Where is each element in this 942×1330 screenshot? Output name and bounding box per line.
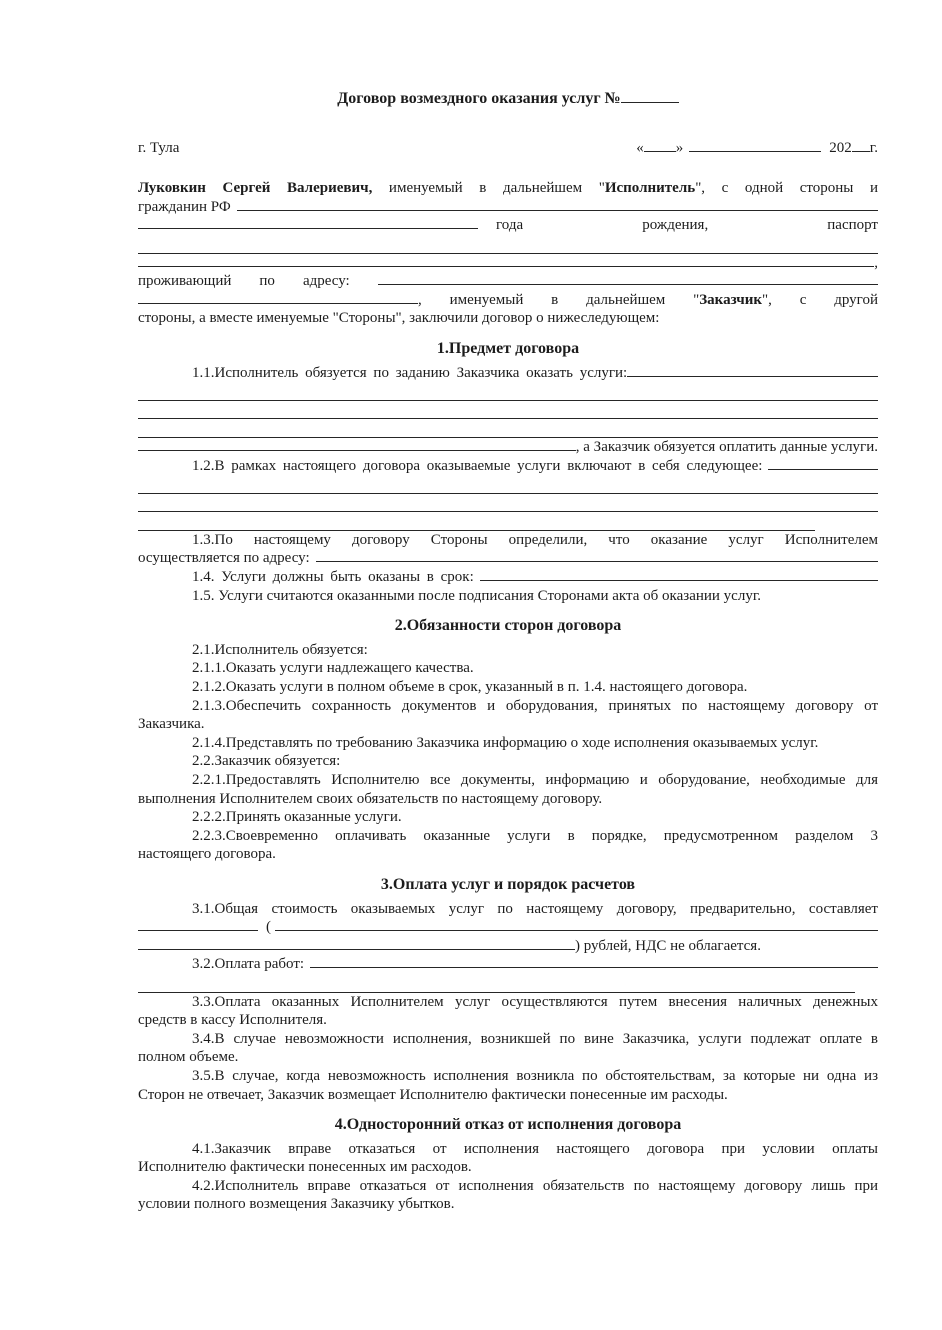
clause-3-5-line-2: Сторон не отвечает, Заказчик возмещает Исполнителю фактически понесенные им расходы. [138, 1086, 728, 1103]
clause-3-1-line-3 [138, 937, 878, 956]
clause-2-2: 2.2.Заказчик обязуется: [192, 753, 341, 770]
day-blank [644, 139, 676, 152]
clause-3-4-line-1: 3.4.В случае невозможности исполнения, возникшей по вине Заказчика, услуги подлежат оплате в [192, 1030, 878, 1047]
services-blank-line [138, 419, 878, 438]
clause-2-1-4: 2.1.4.Представлять по требованию Заказчика информацию о ходе исполнения оказываемых услуг. [192, 734, 819, 751]
clause-3-1-line-1: 3.1.Общая стоимость оказываемых услуг по настоящему договору, предварительно, составляет [192, 900, 878, 917]
city-label: г. Тула [138, 139, 180, 156]
address-blank-2 [138, 291, 418, 304]
clause-4-2-line-1: 4.2.Исполнитель вправе отказаться от исполнения обязательств по настоящему договору лишь при [192, 1177, 878, 1194]
included-services-blank [768, 457, 878, 470]
contract-title-row [138, 90, 878, 109]
parties-line: стороны, а вместе именуемые "Стороны", заключили договор о нижеследующем: [138, 310, 660, 327]
amount-words-blank [275, 918, 878, 931]
customer-line [138, 291, 878, 310]
payment-terms-blank-line [138, 974, 855, 993]
paren-open: ( [266, 919, 271, 936]
clause-3-1-tail: ) рублей, НДС не облагается. [575, 937, 761, 954]
clause-1-3-address-label: осуществляется по адресу: [138, 550, 310, 567]
clause-1-2-lead: 1.2.В рамках настоящего договора оказываемые услуги включают в себя следующее: [192, 457, 763, 474]
clause-3-2-lead: 3.2.Оплата работ: [192, 956, 305, 973]
services-blank-end [138, 438, 576, 451]
amount-digits-blank [138, 918, 258, 931]
contract-title: Договор возмездного оказания услуг № [337, 90, 621, 107]
customer-role: Заказчик [699, 291, 763, 308]
clause-1-1-tail: , а Заказчик обязуется оплатить данные услуги. [575, 438, 878, 455]
address-line [138, 272, 878, 291]
clause-1-3-line-1: 1.3.По настоящему договору Стороны определили, что оказание услуг Исполнителем [192, 531, 878, 548]
passport-blank-line [138, 235, 878, 254]
clause-3-3-line-2: средств в кассу Исполнителя. [138, 1012, 327, 1029]
clause-1-1-tail-line [138, 438, 878, 457]
executor-line [138, 179, 878, 198]
quote-open: « [636, 139, 644, 156]
clause-1-4-lead: 1.4. Услуги должны быть оказаны в срок: [192, 569, 474, 586]
clause-3-5-line-1: 3.5.В случае, когда невозможность исполнения возникла по обстоятельствам, за которые ни одна из [192, 1067, 878, 1084]
clause-2-2-3-line-1: 2.2.3.Своевременно оплачивать оказанные услуги в порядке, предусмотренном разделом 3 [192, 827, 878, 844]
residing-word-1: проживающий [138, 273, 232, 290]
section-3-heading: 3.Оплата услуг и порядок расчетов [380, 875, 636, 893]
executor-name: Луковкин Сергей Валериевич, [138, 180, 373, 197]
customer-text [418, 291, 878, 310]
clause-2-1-2: 2.1.2.Оказать услуги в полном объеме в срок, указанный в п. 1.4. настоящего договора. [192, 679, 748, 696]
clause-4-2-line-2: условии полного возмещения Заказчику убытков. [138, 1196, 455, 1213]
section-4-heading: 4.Односторонний отказ от исполнения договора [334, 1116, 682, 1134]
date-fill-group [636, 139, 878, 158]
clause-2-2-2: 2.2.2.Принять оказанные услуги. [192, 809, 402, 826]
clause-3-4-line-2: полном объеме. [138, 1049, 239, 1066]
citizen-name-blank [237, 198, 878, 211]
included-services-blank-line-short [138, 512, 815, 531]
clause-1-4-line [138, 568, 878, 587]
payment-terms-blank [310, 955, 878, 968]
passport-blank-2 [138, 254, 874, 267]
section-2-heading: 2.Обязанности сторон договора [394, 617, 622, 635]
quote-close: » [675, 139, 684, 156]
included-services-blank-line [138, 475, 878, 494]
month-blank [689, 139, 821, 152]
residing-word-2: по [259, 273, 275, 290]
comma-after-passport: , [874, 254, 878, 271]
citizen-line [138, 198, 878, 217]
clause-3-1-line-2 [138, 918, 878, 937]
services-blank-line [138, 382, 878, 401]
clause-1-2-lead-line [138, 457, 878, 476]
clause-1-1-lead-line [138, 364, 878, 383]
year-suffix: г. [869, 139, 878, 156]
birth-line [138, 216, 878, 235]
clause-2-2-1-line-1: 2.2.1.Предоставлять Исполнителю все документы, информацию и оборудование, необходимые для [192, 772, 878, 788]
amount-words-blank-2 [138, 937, 575, 950]
service-address-blank [316, 549, 878, 562]
address-blank [378, 272, 878, 285]
clause-2-1-3-line-2: Заказчика. [138, 716, 205, 733]
executor-text-a: именуемый в дальнейшем " [372, 180, 605, 197]
residing-word-3: адресу: [302, 273, 350, 290]
included-services-blank-line [138, 494, 878, 513]
year-blank [852, 139, 870, 152]
birth-date-blank [138, 216, 478, 229]
customer-text-b: ", с другой [762, 291, 878, 308]
clause-2-1-1: 2.1.1.Оказать услуги надлежащего качества. [192, 660, 474, 677]
services-blank-line [138, 401, 878, 420]
passport-tail-line [138, 254, 878, 273]
clause-2-1-3-line-1: 2.1.3.Обеспечить сохранность документов и оборудования, принятых по настоящему договору от [192, 697, 878, 714]
clause-3-3-line-1: 3.3.Оплата оказанных Исполнителем услуг осуществляются путем внесения наличных денежных [192, 993, 878, 1010]
clause-2-2-1-line-2: выполнения Исполнителем своих обязательств по настоящему договору. [138, 790, 603, 807]
clause-3-2-line [138, 955, 878, 974]
executor-text-b: ", с одной стороны и [695, 180, 878, 197]
clause-1-5: 1.5. Услуги считаются оказанными после подписания Сторонами акта об оказании услуг. [192, 587, 762, 604]
contract-number-blank [621, 90, 679, 103]
citizen-label: гражданин РФ [138, 198, 231, 215]
clause-4-1-line-1: 4.1.Заказчик вправе отказаться от исполнения настоящего договора при условии оплаты [192, 1140, 878, 1157]
executor-role: Исполнитель [604, 180, 696, 197]
clause-2-1: 2.1.Исполнитель обязуется: [192, 641, 368, 658]
services-blank [627, 364, 878, 377]
customer-text-a: , именуемый в дальнейшем " [418, 291, 700, 308]
year-prefix: 202 [829, 139, 852, 156]
place-date-row [138, 139, 878, 158]
clause-1-3-line-2 [138, 549, 878, 568]
section-1-heading: 1.Предмет договора [436, 339, 580, 357]
deadline-blank [480, 568, 878, 581]
birth-words: года рождения, паспорт [496, 217, 878, 234]
clause-2-2-3-line-2: настоящего договора. [138, 846, 276, 863]
clause-4-1-line-2: Исполнителю фактически понесенных им расходов. [138, 1159, 472, 1176]
clause-1-1-lead: 1.1.Исполнитель обязуется по заданию Заказчика оказать услуги: [192, 364, 628, 381]
